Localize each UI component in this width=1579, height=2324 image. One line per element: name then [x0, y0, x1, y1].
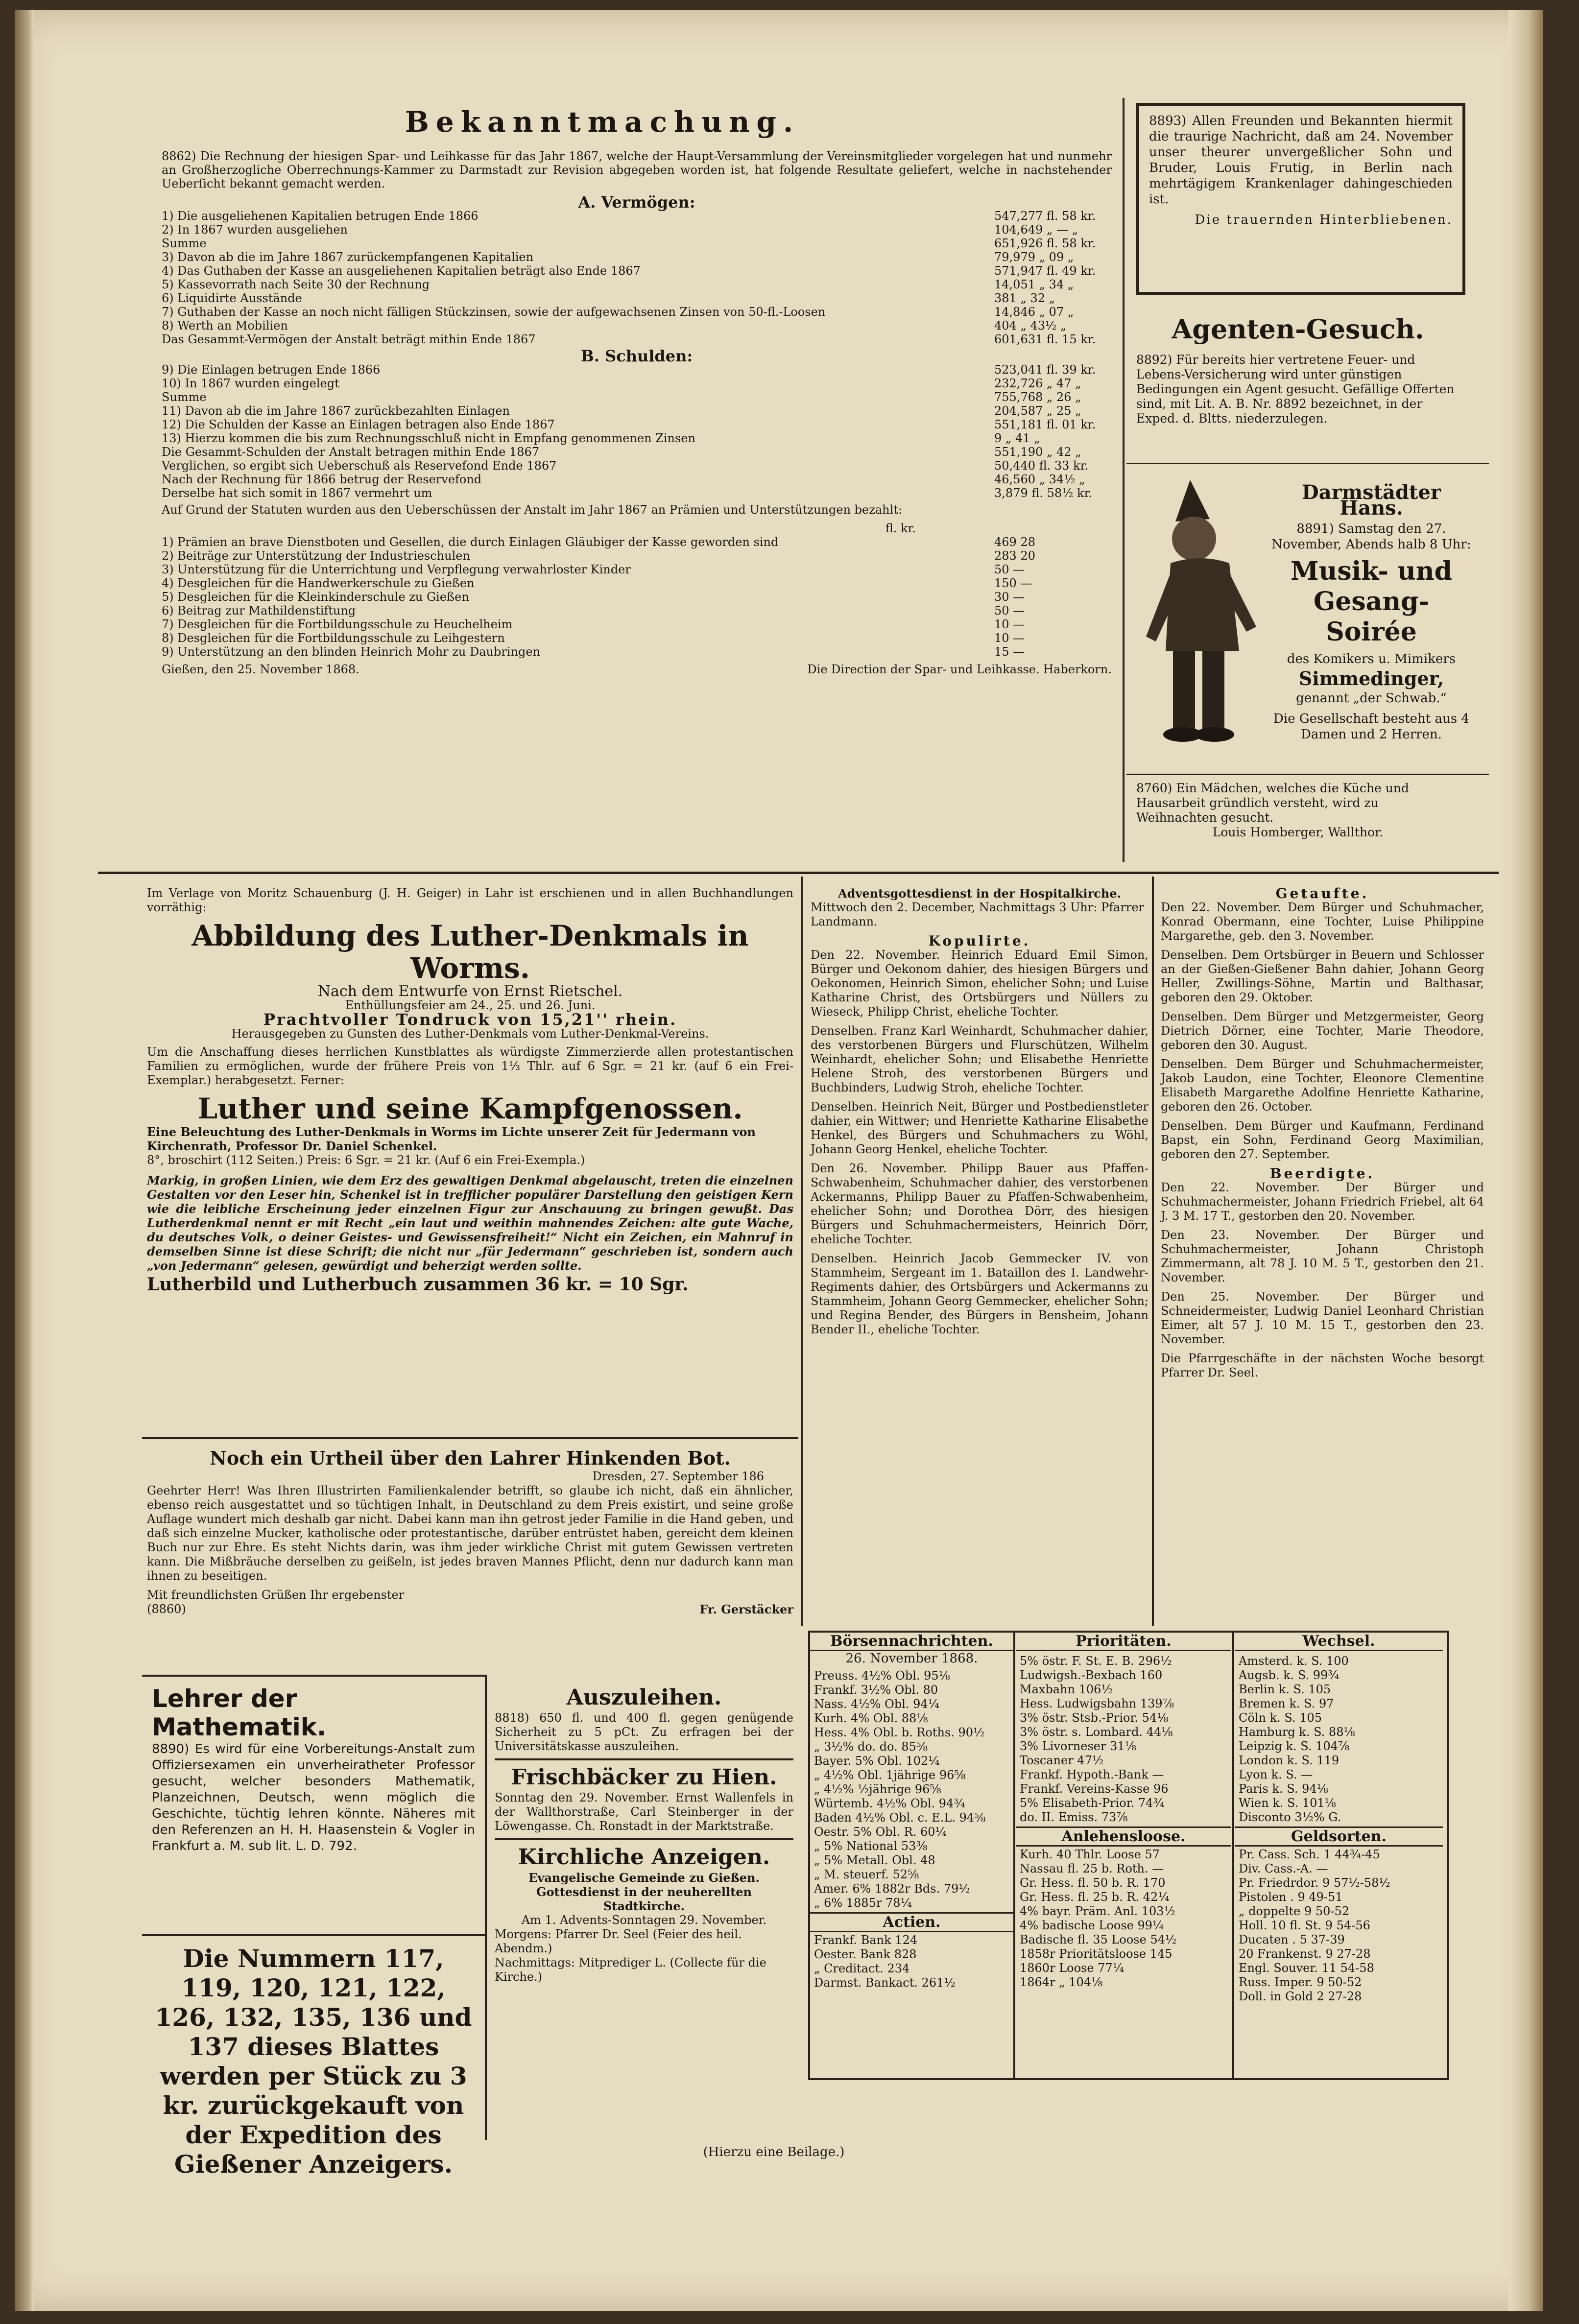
- boerse-date: 26. November 1868.: [845, 1651, 978, 1666]
- kirchliche-line2: Nachmittags: Mitprediger L. (Collecte für die Kirche.): [495, 1956, 766, 1984]
- death-notice-box: [1136, 103, 1465, 295]
- death-notice-signature: Die trauernden Hinterbliebenen.: [1195, 213, 1453, 227]
- ledger-label: 5) Kassevorrath nach Seite 30 der Rechnung: [162, 278, 430, 291]
- market-row: 1860r Loose 77¼: [1020, 1961, 1124, 1975]
- kopulirte-entry: Denselben. Heinrich Jacob Gemmecker IV. von Stammheim, Sergeant im 1. Bataillon des I. Landwehr-Regiments dahier, des Ortsbürgers und Ackermanns zu Stammheim, Johann Georg Gemmecker, ehelicher Sohn; und Regina Bender, des Bürgers in Bensheim, Johann Bender II., eheliche Tochter.: [811, 1252, 1148, 1336]
- ledger-label: 1) Prämien an brave Dienstboten und Gesellen, die durch Einlagen Gläubiger der Kasse geworden sind: [162, 535, 779, 549]
- lehrer-text: 8890) Es wird für eine Vorbereitungs-Anstalt zum Offiziersexamen ein unverheiratheter Professor gesucht, welcher besonders Mathematik, Planzeichnen, Deutsch, wenn möglich die Geschichte, tüchtig lehren könnte. Näheres mit den Referenzen an H. H. Haasenstein & Vogler in Frankfurt a. M. sub lit. L. D. 792.: [152, 1742, 475, 1853]
- ledger-row: [162, 486, 1112, 500]
- ledger-label: 7) Guthaben der Kasse an noch nicht fälligen Stückzinsen, sowie der aufgewachsenen Zinsen von 50-fl.-Loosen: [162, 305, 826, 319]
- market-row: Lyon k. S. —: [1239, 1768, 1313, 1781]
- ledger-amount: 150 —: [994, 576, 1032, 590]
- ledger-label: 2) Beiträge zur Unterstützung der Industrieschulen: [162, 549, 470, 563]
- market-row: Amsterd. k. S. 100: [1239, 1654, 1349, 1668]
- market-row: Frankf. Vereins-Kasse 96: [1020, 1782, 1169, 1796]
- market-row: Maxbahn 106½: [1020, 1683, 1113, 1696]
- market-row: Frankf. Bank 124: [814, 1933, 918, 1947]
- bekanntmachung-intro: 8862) Die Rechnung der hiesigen Spar- und Leihkasse für das Jahr 1867, welche der Haupt-Versammlung der Vereinsmitglieder vorgelegen hat und nunmehr an Großherzogliche Oberrechnungs-Kammer zu Darmstadt zur Revision abgegeben worden ist, hat folgende Resultate geliefert, welche in nachstehender Ueberſicht bekannt gemacht werden.: [162, 149, 1112, 190]
- market-row: Toscaner 47½: [1020, 1754, 1104, 1767]
- getaufte-entry: Denselben. Dem Ortsbürger in Beuern und Schlosser an der Gießen-Gießener Bahn dahier, Johann Georg Heller, Zwillings-Söhne, Martin und Balthasar, geboren den 29. Oktober.: [1161, 948, 1484, 1004]
- market-row: Hess. 4% Obl. b. Roths. 90½: [814, 1726, 985, 1739]
- market-row: Leipzig k. S. 104⅞: [1239, 1739, 1350, 1753]
- rule: [142, 1437, 798, 1439]
- ledger-label: 3) Davon ab die im Jahre 1867 zurückempfangenen Kapitalien: [162, 250, 534, 264]
- market-row: Kurh. 40 Thlr. Loose 57: [1020, 1848, 1160, 1861]
- praemien-list: [162, 535, 1112, 659]
- kirchenbuch-middle: [811, 886, 1148, 1342]
- ledger-amount: 469 28: [994, 535, 1035, 549]
- ledger-row: [162, 590, 1112, 604]
- ledger-amount: 404 „ 43½ „: [994, 319, 1067, 332]
- ledger-amount: 50 —: [994, 604, 1025, 617]
- beerdigte-entry: Den 23. November. Der Bürger und Schuhmachermeister, Johann Christoph Zimmermann, alt 78 J. 10 M. 5 T., gestorben den 21. November.: [1161, 1228, 1484, 1284]
- ledger-amount: 50 —: [994, 563, 1025, 576]
- soiree-ensemble: Die Gesellschaft besteht aus 4 Damen und 2 Herren.: [1273, 711, 1469, 742]
- ledger-row: [162, 390, 1112, 404]
- ledger-label: 10) In 1867 wurden eingelegt: [162, 377, 339, 390]
- column-divider: [1123, 98, 1124, 862]
- ledger-label: 7) Desgleichen für die Fortbildungsschule zu Heuchelheim: [162, 617, 513, 631]
- ledger-amount: 104,649 „ — „: [994, 223, 1078, 237]
- beilage-note: (Hierzu eine Beilage.): [703, 2145, 845, 2159]
- ledger-label: 8) Desgleichen für die Fortbildungsschule zu Leihgestern: [162, 631, 505, 645]
- market-row: 4% bayr. Präm. Anl. 103½: [1020, 1904, 1175, 1918]
- market-row: 3% Livorneser 31⅛: [1020, 1739, 1136, 1753]
- ledger-amount: 755,768 „ 26 „: [994, 390, 1081, 404]
- prioritaeten-title: Prioritäten.: [1016, 1633, 1231, 1651]
- ledger-row: [162, 473, 1112, 486]
- luther-sub1: Nach dem Entwurfe von Ernst Rietschel.: [317, 983, 623, 1000]
- ledger-row: [162, 250, 1112, 264]
- ledger-amount: 381 „ 32 „: [994, 291, 1055, 305]
- ledger-amount: 551,190 „ 42 „: [994, 445, 1081, 459]
- market-row: 1858r Prioritätsloose 145: [1020, 1947, 1172, 1961]
- kopulirte-entry: Den 22. November. Heinrich Eduard Emil Simon, Bürger und Oekonom dahier, des hiesigen Bürgers und Oekonomen, Heinrich Simon, ehelicher Sohn; und Luise Katharine Christ, des Ortsbürgers und Nüllers zu Wieseck, Philipp Christ, eheliche Tochter.: [811, 948, 1148, 1019]
- ledger-label: Derselbe hat sich somit in 1867 vermehrt um: [162, 486, 432, 500]
- bekanntmachung-title: Bekanntmachung.: [405, 105, 800, 139]
- bekanntmachung-date: Gießen, den 25. November 1868.: [162, 663, 359, 676]
- ledger-row: [162, 264, 1112, 278]
- ledger-row: [162, 332, 1112, 346]
- market-row: „ doppelte 9 50-52: [1239, 1904, 1350, 1918]
- market-row: Frankf. Hypoth.-Bank —: [1020, 1768, 1164, 1781]
- anlehen-list: [1016, 1847, 1231, 1991]
- market-row: Frankf. 3½% Obl. 80: [814, 1683, 938, 1697]
- rule: [1126, 774, 1489, 775]
- column-divider: [485, 1675, 487, 2140]
- market-row: „ 3½% do. do. 85⅝: [814, 1740, 928, 1754]
- market-row: Preuss. 4½% Obl. 95⅛: [814, 1669, 950, 1683]
- market-row: Amer. 6% 1882r Bds. 79½: [814, 1882, 970, 1896]
- market-row: Engl. Souver. 11 54-58: [1239, 1961, 1374, 1975]
- lehrer-title: Lehrer der Mathematik.: [152, 1684, 327, 1741]
- getaufte-entry: Denselben. Dem Bürger und Schuhmachermeister, Jakob Laudon, eine Tochter, Eleonore Clementine Elisabeth Margarethe Adolfine Henriette Katharine, geboren den 26. October.: [1161, 1057, 1484, 1114]
- ledger-row: [162, 319, 1112, 332]
- ledger-label: 4) Desgleichen für die Handwerkerschule zu Gießen: [162, 576, 475, 590]
- boerse-list: [810, 1666, 1013, 1910]
- ledger-label: 9) Unterstützung an den blinden Heinrich Mohr zu Daubringen: [162, 645, 541, 659]
- getaufte-list: [1161, 901, 1484, 1162]
- soiree-block: [1268, 481, 1474, 742]
- market-row: „ 4½% ½jährige 96⅝: [814, 1782, 941, 1796]
- rule: [142, 1675, 485, 1677]
- ledger-amount: 523,041 fl. 39 kr.: [994, 363, 1096, 377]
- beerdigte-title: Beerdigte.: [1269, 1165, 1375, 1182]
- urtheil-block: [147, 1447, 793, 1616]
- ledger-row: [162, 576, 1112, 590]
- urtheil-signer: Fr. Gerstäcker: [699, 1602, 793, 1616]
- luther-para2: Markig, in großen Linien, wie dem Erz des gewaltigen Denkmal abgelauscht, treten die einzelnen Gestalten vor den Leser hin, Schenkel ist in trefflicher populärer Darstellung den geistigen Kern wie die leibliche Erscheinung jeder einzelnen Figur zur Anschauung zu bringen gewußt. Das Lutherdenkmal nennt er mit Recht „ein laut und weithin mahnendes Zeichen: alte gute Wache, du deutsches Volk, o deiner Geistes- und Gewissensfreiheit!“ Nicht ein Zeichen, ein Mahnruf in demselben Sinne ist diese Schrift; die nicht nur „für Jedermann“ geschrieben ist, sondern auch „von Jedermann“ gelesen, gewürdigt und beherzigt werden sollte.: [147, 1173, 793, 1273]
- beerdigte-list: [1161, 1181, 1484, 1347]
- anlehen-title: Anlehensloose.: [1016, 1826, 1231, 1847]
- market-row: 1864r „ 104⅛: [1020, 1975, 1103, 1989]
- maedchen-block: [1136, 781, 1459, 840]
- auszuleihen-title: Auszuleihen.: [566, 1685, 722, 1710]
- soiree-performer-name: Simmedinger,: [1298, 667, 1444, 689]
- ledger-amount: 50,440 fl. 33 kr.: [994, 459, 1089, 473]
- ledger-label: 1) Die ausgeliehenen Kapitalien betrugen Ende 1866: [162, 209, 478, 223]
- ledger-amount: 601,631 fl. 15 kr.: [994, 332, 1096, 346]
- ledger-label: 13) Hierzu kommen die bis zum Rechnungsschluß nicht in Empfang genommenen Zinsen: [162, 431, 695, 445]
- getaufte-entry: Denselben. Dem Bürger und Metzgermeister, Georg Dietrich Dörner, eine Tochter, Marie Theodore, geboren den 30. August.: [1161, 1010, 1484, 1052]
- market-row: Nassau fl. 25 b. Roth. —: [1020, 1862, 1164, 1875]
- beerdigte-entry: Den 22. November. Der Bürger und Schuhmachermeister, Johann Friedrich Friebel, alt 64 J. 3 M. 17 T., gestorben den 20. November.: [1161, 1181, 1484, 1223]
- ledger-row: [162, 445, 1112, 459]
- market-row: Baden 4½% Obl. c. E.L. 94⅝: [814, 1811, 986, 1825]
- ledger-amount: 14,846 „ 07 „: [994, 305, 1074, 319]
- market-row: Hamburg k. S. 88⅛: [1239, 1725, 1355, 1739]
- ledger-amount: 547,277 fl. 58 kr.: [994, 209, 1096, 223]
- luther-sub2: Enthüllungsfeier am 24., 25. und 26. Juni.: [345, 998, 596, 1012]
- ledger-label: 6) Beitrag zur Mathildenstiftung: [162, 604, 356, 617]
- ledger-label: 8) Werth an Mobilien: [162, 319, 288, 332]
- soiree-performer-type: des Komikers u. Mimikers: [1287, 652, 1456, 666]
- prioritaeten-list: [1016, 1651, 1231, 1825]
- getaufte-entry: Denselben. Dem Bürger und Kaufmann, Ferdinand Bapst, ein Sohn, Ferdinand Georg Maximilian, geboren den 27. September.: [1161, 1119, 1484, 1161]
- market-row: Gr. Hess. fl. 25 b. R. 42¼: [1020, 1890, 1170, 1904]
- ledger-amount: 232,726 „ 47 „: [994, 377, 1081, 390]
- maedchen-text: 8760) Ein Mädchen, welches die Küche und Hausarbeit gründlich versteht, wird zu Weihnachten gesucht.: [1136, 781, 1409, 825]
- ledger-row: [162, 535, 1112, 549]
- ledger-label: Nach der Rechnung für 1866 betrug der Reservefond: [162, 473, 482, 486]
- urtheil-number: (8860): [147, 1602, 186, 1616]
- soiree-date: 8891) Samstag den 27. November, Abends halb 8 Uhr:: [1271, 522, 1471, 552]
- ledger-row: [162, 404, 1112, 418]
- market-row: Bremen k. S. 97: [1239, 1697, 1334, 1710]
- market-row: 3% östr. Stsb.-Prior. 54⅛: [1020, 1711, 1169, 1725]
- actien-title: Actien.: [810, 1912, 1013, 1932]
- ledger-amount: 79,979 „ 09 „: [994, 250, 1074, 264]
- market-row: Div. Cass.-A. —: [1239, 1862, 1328, 1875]
- beerdigte-entry: Den 25. November. Der Bürger und Schneidermeister, Ludwig Daniel Leonhard Christian Eimer, alt 57 J. 10 M. 15 T., gestorben den 23. November.: [1161, 1290, 1484, 1346]
- ledger-row: [162, 237, 1112, 250]
- market-row: Oestr. 5% Obl. R. 60¼: [814, 1825, 947, 1839]
- kopulirte-title: Kopulirte.: [928, 933, 1031, 949]
- ledger-amount: 651,926 fl. 58 kr.: [994, 237, 1096, 250]
- advent-text: Mittwoch den 2. December, Nachmittags 3 Uhr: Pfarrer Landmann.: [811, 901, 1145, 928]
- market-row: Darmst. Bankact. 261½: [814, 1976, 956, 1990]
- market-row: „ 5% National 53⅜: [814, 1839, 928, 1853]
- market-row: „ 5% Metall. Obl. 48: [814, 1853, 935, 1867]
- market-row: Ducaten . 5 37-39: [1239, 1933, 1345, 1946]
- ledger-row: [162, 278, 1112, 291]
- market-row: London k. S. 119: [1239, 1754, 1340, 1767]
- column-header: fl. kr.: [885, 522, 916, 535]
- ledger-row: [162, 645, 1112, 659]
- luther-sub4: Herausgegeben zu Gunsten des Luther-Denkmals vom Luther-Denkmal-Vereins.: [231, 1027, 709, 1041]
- luther-sub3: Prachtvoller Tondruck von 15,21'' rhein.: [263, 1010, 677, 1029]
- bekanntmachung-body: [162, 149, 1112, 676]
- death-notice-text: 8893) Allen Freunden und Bekannten hiermit die traurige Nachricht, daß am 24. November unser theurer unvergeßlicher Sohn und Bruder, Louis Frutig, in Berlin nach mehrtägigem Krankenlager dahingeschieden ist.: [1149, 114, 1453, 207]
- market-row: Cöln k. S. 105: [1239, 1711, 1322, 1725]
- kopulirte-entry: Denselben. Heinrich Neit, Bürger und Postbedienstleter dahier, ein Wittwer; und Henriette Katharine Elisabethe Henkel, des Bürgers und Schuhmachers zu Wöhl, Johann Georg Henkel, eheliche Tochter.: [811, 1100, 1148, 1156]
- urtheil-closing: Mit freundlichsten Grüßen Ihr ergebenster: [147, 1588, 405, 1602]
- rule: [1126, 463, 1489, 464]
- maedchen-signature: Louis Homberger, Wallthor.: [1212, 825, 1384, 839]
- ledger-row: [162, 631, 1112, 645]
- getaufte-entry: Den 22. November. Dem Bürger und Schuhmacher, Konrad Obermann, eine Tochter, Luise Philippine Margarethe, geb. den 3. November.: [1161, 901, 1484, 943]
- ledger-amount: 15 —: [994, 645, 1025, 659]
- market-row: Pr. Friedrdor. 9 57½-58½: [1239, 1876, 1390, 1890]
- market-row: „ 6% 1885r 78¼: [814, 1896, 912, 1910]
- middle-small-ads: [495, 1684, 793, 1984]
- ledger-row: [162, 617, 1112, 631]
- market-row: 5% östr. F. St. E. B. 296½: [1020, 1654, 1172, 1668]
- market-row: Pistolen . 9 49-51: [1239, 1890, 1343, 1904]
- ledger-label: 6) Liquidirte Ausstände: [162, 291, 302, 305]
- ledger-label: 12) Die Schulden der Kasse an Einlagen betragen also Ende 1867: [162, 418, 555, 431]
- ledger-row: [162, 604, 1112, 617]
- market-row: Paris k. S. 94⅛: [1239, 1782, 1328, 1796]
- soiree-alias: genannt „der Schwab.“: [1296, 691, 1447, 706]
- market-row: 4% badische Loose 99¼: [1020, 1919, 1164, 1932]
- wechsel-list: [1235, 1651, 1443, 1825]
- geld-list: [1235, 1847, 1443, 2005]
- kirchliche-text: Am 1. Advents-Sonntagen 29. November.: [521, 1913, 767, 1927]
- ledger-row: [162, 209, 1112, 223]
- urtheil-dateline: Dresden, 27. September 186: [592, 1470, 764, 1483]
- column-divider: [801, 877, 803, 1626]
- market-row: Ludwigsh.-Bexbach 160: [1020, 1668, 1163, 1682]
- luther-price: Lutherbild und Lutherbuch zusammen 36 kr. = 10 Sgr.: [147, 1274, 689, 1295]
- market-row: Russ. Imper. 9 50-52: [1239, 1975, 1362, 1989]
- market-row: Badische fl. 35 Loose 54½: [1020, 1933, 1177, 1946]
- agenten-title: Agenten-Gesuch.: [1172, 313, 1424, 345]
- market-row: Berlin k. S. 105: [1239, 1683, 1331, 1696]
- market-row: „ Creditact. 234: [814, 1962, 910, 1975]
- market-row: Kurh. 4% Obl. 88⅛: [814, 1711, 928, 1725]
- ledger-amount: 571,947 fl. 49 kr.: [994, 264, 1096, 278]
- ledger-label: 3) Unterstützung für die Unterrichtung und Verpflegung verwahrloster Kinder: [162, 563, 631, 576]
- ledger-amount: 10 —: [994, 631, 1025, 645]
- kopulirte-entry: Den 26. November. Philipp Bauer aus Pfaffen-Schwabenheim, Schuhmacher dahier, des verstorbenen Ackermanns, Philipp Bauer zu Pfaffen-Schwabenheim, ehelicher Sohn; und Dorothea Dörr, des hiesigen Bürgers und Schuhmachermeisters, Heinrich Dörr, eheliche Tochter.: [811, 1162, 1148, 1246]
- ledger-row: [162, 431, 1112, 445]
- ledger-row: [162, 223, 1112, 237]
- ledger-row: [162, 549, 1112, 563]
- statuten-text: Auf Grund der Statuten wurden aus den Ueberschüssen der Anstalt im Jahr 1867 an Prämien und Unterstützungen bezahlt:: [162, 503, 903, 517]
- ledger-amount: 283 20: [994, 549, 1035, 563]
- market-row: „ 4½% Obl. 1jährige 96⅝: [814, 1768, 966, 1782]
- kirchliche-sub2: Gottesdienst in der neuherellten Stadtkirche.: [536, 1885, 752, 1913]
- market-row: Pr. Cass. Sch. 1 44¾-45: [1239, 1848, 1380, 1861]
- boerse-title: Börsennachrichten.: [810, 1633, 1013, 1651]
- clown-illustration: [1136, 475, 1264, 759]
- frischbaecker-text: Sonntag den 29. November. Ernst Wallenfels in der Wallthorstraße, Carl Steinberger in der Löwengasse. Ch. Ronstadt in der Marktstraße.: [495, 1791, 793, 1833]
- wechsel-title: Wechsel.: [1235, 1633, 1443, 1651]
- luther-intro: Im Verlage von Moritz Schauenburg (J. H. Geiger) in Lahr ist erschienen und in allen Buchhandlungen vorräthig:: [147, 886, 793, 914]
- ledger-label: 2) In 1867 wurden ausgeliehen: [162, 223, 348, 237]
- luther-title2: Luther und seine Kampfgenossen.: [197, 1092, 743, 1125]
- market-row: Augsb. k. S. 99¾: [1239, 1668, 1340, 1682]
- ledger-amount: 204,587 „ 25 „: [994, 404, 1081, 418]
- ledger-row: [162, 377, 1112, 390]
- page-edge: [1508, 10, 1543, 2311]
- auszuleihen-text: 8818) 650 fl. und 400 fl. gegen genügende Sicherheit zu 5 pCt. Zu erfragen bei der Universitätskasse auszuleihen.: [495, 1711, 793, 1753]
- market-box: [808, 1631, 1449, 2080]
- ledger-label: Die Gesammt-Schulden der Anstalt betragen mithin Ende 1867: [162, 445, 540, 459]
- luther-title: Abbildung des Luther-Denkmals in Worms.: [191, 919, 749, 985]
- ledger-label: Summe: [162, 390, 207, 404]
- ledger-label: Verglichen, so ergibt sich Ueberschuß als Reservefond Ende 1867: [162, 459, 557, 473]
- market-row: Nass. 4½% Obl. 94¼: [814, 1697, 939, 1711]
- market-row: Disconto 3½% G.: [1239, 1810, 1341, 1824]
- actien-list: [810, 1932, 1013, 1991]
- market-row: do. II. Emiss. 73⅞: [1020, 1810, 1128, 1824]
- pfarr-notice: Die Pfarrgeschäfte in der nächsten Woche besorgt Pfarrer Dr. Seel.: [1161, 1352, 1484, 1379]
- section-schulden: B. Schulden:: [580, 347, 693, 365]
- newspaper-page: [15, 10, 1543, 2311]
- kirchenbuch-right: [1161, 886, 1484, 1385]
- lehrer-block: [152, 1684, 475, 1859]
- nummern-notice: Die Nummern 117, 119, 120, 121, 122, 126, 132, 135, 136 und 137 dieses Blattes werden per Stück zu 3 kr. zurückgekauft von der Expedition des Gießener Anzeigers.: [155, 1944, 472, 2179]
- market-row: Würtemb. 4½% Obl. 94¾: [814, 1797, 965, 1810]
- luther-para1: Um die Anschaffung dieses herrlichen Kunstblattes als würdigste Zimmerzierde allen protestantischen Familien zu ermöglichen, wurde der frühere Preis von 1⅓ Thlr. auf 6 Sgr. = 21 kr. (auf 6 ein Frei-Exemplar.) herabgesetzt. Ferner:: [147, 1045, 793, 1087]
- market-row: Doll. in Gold 2 27-28: [1239, 1990, 1362, 2003]
- market-row: Gr. Hess. fl. 50 b. R. 170: [1020, 1876, 1166, 1890]
- geld-title: Geldsorten.: [1235, 1826, 1443, 1847]
- ledger-amount: 46,560 „ 34½ „: [994, 473, 1085, 486]
- ledger-amount: 9 „ 41 „: [994, 431, 1040, 445]
- ledger-label: 9) Die Einlagen betrugen Ende 1866: [162, 363, 381, 377]
- ledger-label: 5) Desgleichen für die Kleinkinderschule zu Gießen: [162, 590, 469, 604]
- frischbaecker-title: Frischbäcker zu Hien.: [511, 1765, 777, 1790]
- market-row: Bayer. 5% Obl. 102¼: [814, 1754, 940, 1768]
- market-row: Wien k. S. 101⅛: [1239, 1796, 1336, 1810]
- luther-sub5: Eine Beleuchtung des Luther-Denkmals in Worms im Lichte unserer Zeit für Jedermann von Kirchenrath, Professor Dr. Daniel Schenkel.: [147, 1125, 756, 1153]
- rule: [142, 1934, 485, 1936]
- market-row: Hess. Ludwigsbahn 139⅞: [1020, 1697, 1174, 1710]
- kirchliche-line1: Morgens: Pfarrer Dr. Seel (Feier des heil. Abendm.): [495, 1927, 742, 1955]
- ledger-row: [162, 291, 1112, 305]
- vermoegen-list: [162, 209, 1112, 346]
- ledger-row: [162, 305, 1112, 319]
- market-row: 5% Elisabeth-Prior. 74¾: [1020, 1796, 1165, 1810]
- urtheil-text: Geehrter Herr! Was Ihren Illustrirten Familienkalender betrifft, so glaube ich nicht, daß ein ähnlicher, ebenso reich ausgestattet und so tüchtigen Inhalt, in Deutschland zu dem Preis existirt, und seine große Auflage wundert mich deshalb gar nicht. Dabei kann man ihn getrost jeder Familie in die Hand geben, und daß sich einzelne Mucker, katholische oder protestantische, darüber entrüstet haben, gereicht dem kleinen Buch nur zur Ehre. Es steht Nichts darin, was ihm jeder wirkliche Christ mit gutem Gewissen vertreten kann. Die Mißbräuche derselben zu geißeln, ist jedes braven Mannes Pflicht, denn nur dadurch kann man ihnen zu beseitigen.: [147, 1484, 793, 1583]
- ledger-label: 11) Davon ab die im Jahre 1867 zurückbezahlten Einlagen: [162, 404, 510, 418]
- page-binding: [15, 10, 34, 2311]
- ledger-row: [162, 363, 1112, 377]
- ledger-amount: 14,051 „ 34 „: [994, 278, 1074, 291]
- market-row: 20 Frankenst. 9 27-28: [1239, 1947, 1371, 1961]
- luther-ad: [147, 886, 793, 1295]
- kirchliche-title: Kirchliche Anzeigen.: [518, 1845, 770, 1870]
- soiree-heading: Musik- und Gesang-Soirée: [1291, 556, 1452, 647]
- section-vermoegen: A. Vermögen:: [578, 193, 695, 212]
- ledger-label: 4) Das Guthaben der Kasse an ausgeliehenen Kapitalien beträgt also Ende 1867: [162, 264, 641, 278]
- column-divider: [1152, 877, 1154, 1626]
- ledger-amount: 30 —: [994, 590, 1025, 604]
- advent-title: Adventsgottesdienst in der Hospitalkirche.: [838, 886, 1121, 901]
- getaufte-title: Getaufte.: [1275, 885, 1369, 901]
- ledger-row: [162, 459, 1112, 473]
- section-divider: [98, 872, 1499, 874]
- ledger-amount: 3,879 fl. 58½ kr.: [994, 486, 1093, 500]
- ledger-row: [162, 563, 1112, 576]
- urtheil-title: Noch ein Urtheil über den Lahrer Hinkenden Bot.: [210, 1447, 731, 1469]
- luther-sub6: 8°, broschirt (112 Seiten.) Preis: 6 Sgr. = 21 kr. (Auf 6 ein Frei-Exempla.): [147, 1153, 585, 1167]
- ledger-row: [162, 418, 1112, 431]
- schulden-list: [162, 363, 1112, 500]
- bekanntmachung-signature: Die Direction der Spar- und Leihkasse. Haberkorn.: [807, 663, 1112, 676]
- kirchliche-sub1: Evangelische Gemeinde zu Gießen.: [528, 1871, 760, 1885]
- kopulirte-entry: Denselben. Franz Karl Weinhardt, Schuhmacher dahier, des verstorbenen Bürgers und Flurschützen, Wilhelm Weinhardt, ehelicher Sohn; und Elisabethe Henriette Helene Stroh, des verstorbenen Bürgers und Buchbinders, Ludwig Stroh, eheliche Tochter.: [811, 1024, 1148, 1094]
- market-row: Holl. 10 fl. St. 9 54-56: [1239, 1919, 1370, 1932]
- agenten-text: 8892) Für bereits hier vertretene Feuer- und Lebens-Versicherung wird unter günstigen Bedingungen ein Agent gesucht. Gefällige Offerten sind, mit Lit. A. B. Nr. 8892 bezeichnet, in der Exped. d. Bltts. niederzulegen.: [1136, 353, 1455, 426]
- soiree-title: Darmstädter Hans.: [1302, 481, 1441, 520]
- ledger-amount: 10 —: [994, 617, 1025, 631]
- market-row: 3% östr. s. Lombard. 44⅛: [1020, 1725, 1173, 1739]
- ledger-amount: 551,181 fl. 01 kr.: [994, 418, 1096, 431]
- ledger-label: Das Gesammt-Vermögen der Anstalt beträgt mithin Ende 1867: [162, 332, 536, 346]
- kopulirte-list: [811, 948, 1148, 1337]
- market-row: „ M. steuerf. 52⅝: [814, 1868, 919, 1881]
- ledger-label: Summe: [162, 237, 207, 250]
- market-row: Oester. Bank 828: [814, 1947, 917, 1961]
